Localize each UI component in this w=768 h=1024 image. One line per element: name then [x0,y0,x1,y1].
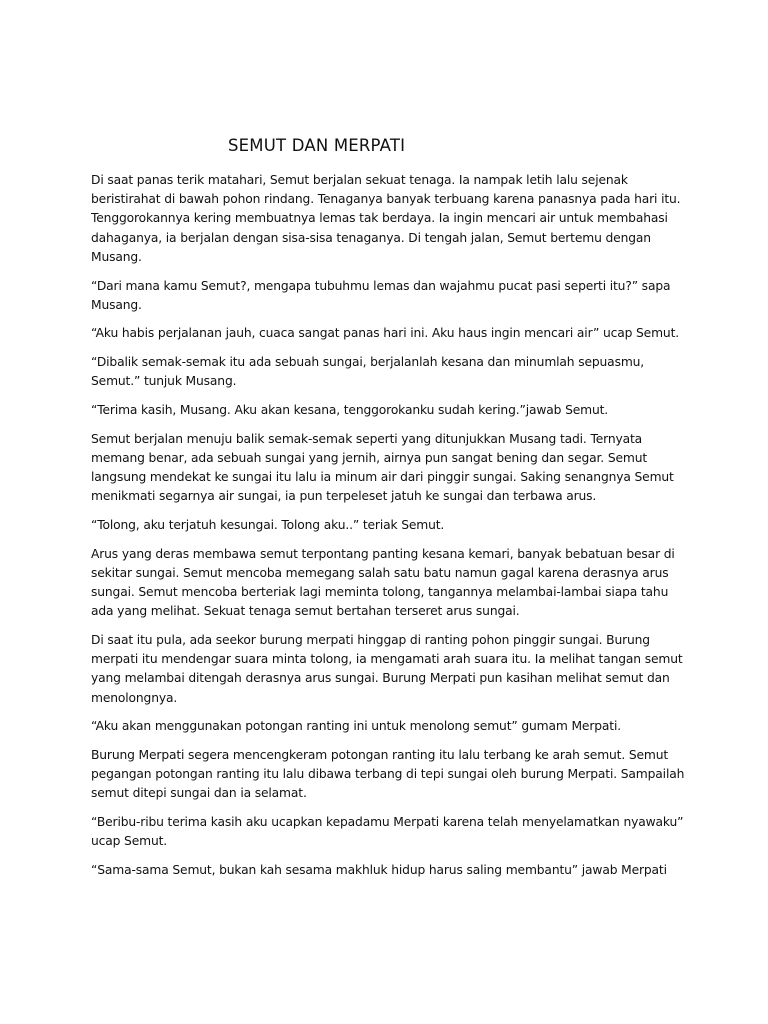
paragraph-8: Arus yang deras membawa semut terpontang panting kesana kemari, banyak bebatuan besar di sekitar sungai. Semut mencoba memegang salah satu batu namun gagal karena derasnya arus sungai. Semut mencoba berteriak lagi meminta tolong, tangannya melambai-lambai siapa tahu ada yang melihat. Sekuat tenaga semut bertahan terseret arus sungai. [91,546,675,619]
paragraph-5: “Terima kasih, Musang. Aku akan kesana, tenggorokanku sudah kering.”jawab Semut. [91,403,609,418]
paragraph-13: “Sama-sama Semut, bukan kah sesama makhluk hidup harus saling membantu” jawab Merpati [91,863,667,878]
paragraph-7: “Tolong, aku terjatuh kesungai. Tolong aku..” teriak Semut. [91,518,445,533]
paragraph-9: Di saat itu pula, ada seekor burung merpati hinggap di ranting pohon pinggir sungai. Burung merpati itu mendengar suara minta tolong, ia mengamati arah suara itu. Ia melihat tangan semut yang melambai ditengah derasnya arus sungai. Burung Merpati pun kasihan melihat semut dan menolongnya. [91,633,683,705]
document-body [91,171,691,890]
paragraph-1: Di saat panas terik matahari, Semut berjalan sekuat tenaga. Ia nampak letih lalu sejenak beristirahat di bawah pohon rindang. Tenaganya banyak terbuang karena panasnya pada hari itu. Tenggorokannya kering membuatnya lemas tak berdaya. Ia ingin mencari air untuk membahasi dahaganya, ia berjalan dengan sisa-sisa tenaganya. Di tengah jalan, Semut bertemu dengan Musang. [91,173,681,264]
paragraph-3: “Aku habis perjalanan jauh, cuaca sangat panas hari ini. Aku haus ingin mencari air” ucap Semut. [91,326,679,341]
paragraph-11: Burung Merpati segera mencengkeram potongan ranting itu lalu terbang ke arah semut. Semut pegangan potongan ranting itu lalu dibawa terbang di tepi sungai oleh burung Merpati. Sampailah semut ditepi sungai dan ia selamat. [91,748,685,801]
paragraph-2: “Dari mana kamu Semut?, mengapa tubuhmu lemas dan wajahmu pucat pasi seperti itu?” sapa Musang. [91,278,671,312]
paragraph-10: “Aku akan menggunakan potongan ranting ini untuk menolong semut” gumam Merpati. [91,719,621,734]
paragraph-12: “Beribu-ribu terima kasih aku ucapkan kepadamu Merpati karena telah menyelamatkan nyawaku” ucap Semut. [91,815,684,849]
paragraph-6: Semut berjalan menuju balik semak-semak seperti yang ditunjukkan Musang tadi. Ternyata memang benar, ada sebuah sungai yang jernih, airnya pun sangat bening dan segar. Semut langsung mendekat ke sungai itu lalu ia minum air dari pinggir sungai. Saking senangnya Semut menikmati segarnya air sungai, ia pun terpeleset jatuh ke sungai dan terbawa arus. [91,431,674,504]
paragraph-4: “Dibalik semak-semak itu ada sebuah sungai, berjalanlah kesana dan minumlah sepuasmu, Semut.” tunjuk Musang. [91,355,645,389]
document-title: SEMUT DAN MERPATI [228,136,406,155]
